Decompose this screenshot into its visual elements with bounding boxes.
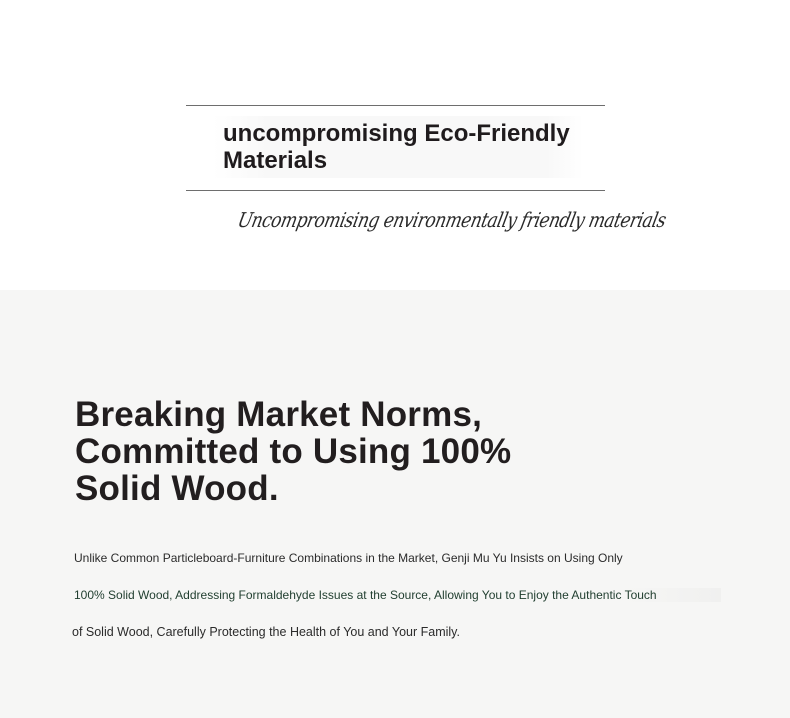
- main-heading: [75, 396, 555, 507]
- section-title: [213, 116, 583, 178]
- paragraph-line-2: 100% Solid Wood, Addressing Formaldehyde Issues at the Source, Allowing You to Enjoy the Authentic Touch: [74, 588, 721, 602]
- main-heading-line-2: Committed to Using 100%: [75, 432, 512, 471]
- solid-wood-content-section: [0, 290, 790, 718]
- section-title-line-1: uncompromising Eco-Friendly: [223, 120, 570, 147]
- section-title-line-2: Materials: [223, 147, 328, 174]
- materials-header-section: [0, 0, 790, 290]
- main-heading-line-3: Solid Wood.: [75, 469, 279, 508]
- header-bottom-divider: [186, 190, 605, 191]
- header-top-divider: [186, 105, 605, 106]
- paragraph-line-3: of Solid Wood, Carefully Protecting the Health of You and Your Family.: [72, 625, 460, 639]
- main-heading-line-1: Breaking Market Norms,: [75, 395, 483, 434]
- script-subtitle: Uncompromising environmentally friendly materials: [235, 209, 668, 233]
- paragraph-line-1: Unlike Common Particleboard-Furniture Combinations in the Market, Genji Mu Yu Insists on Using Only: [74, 551, 623, 565]
